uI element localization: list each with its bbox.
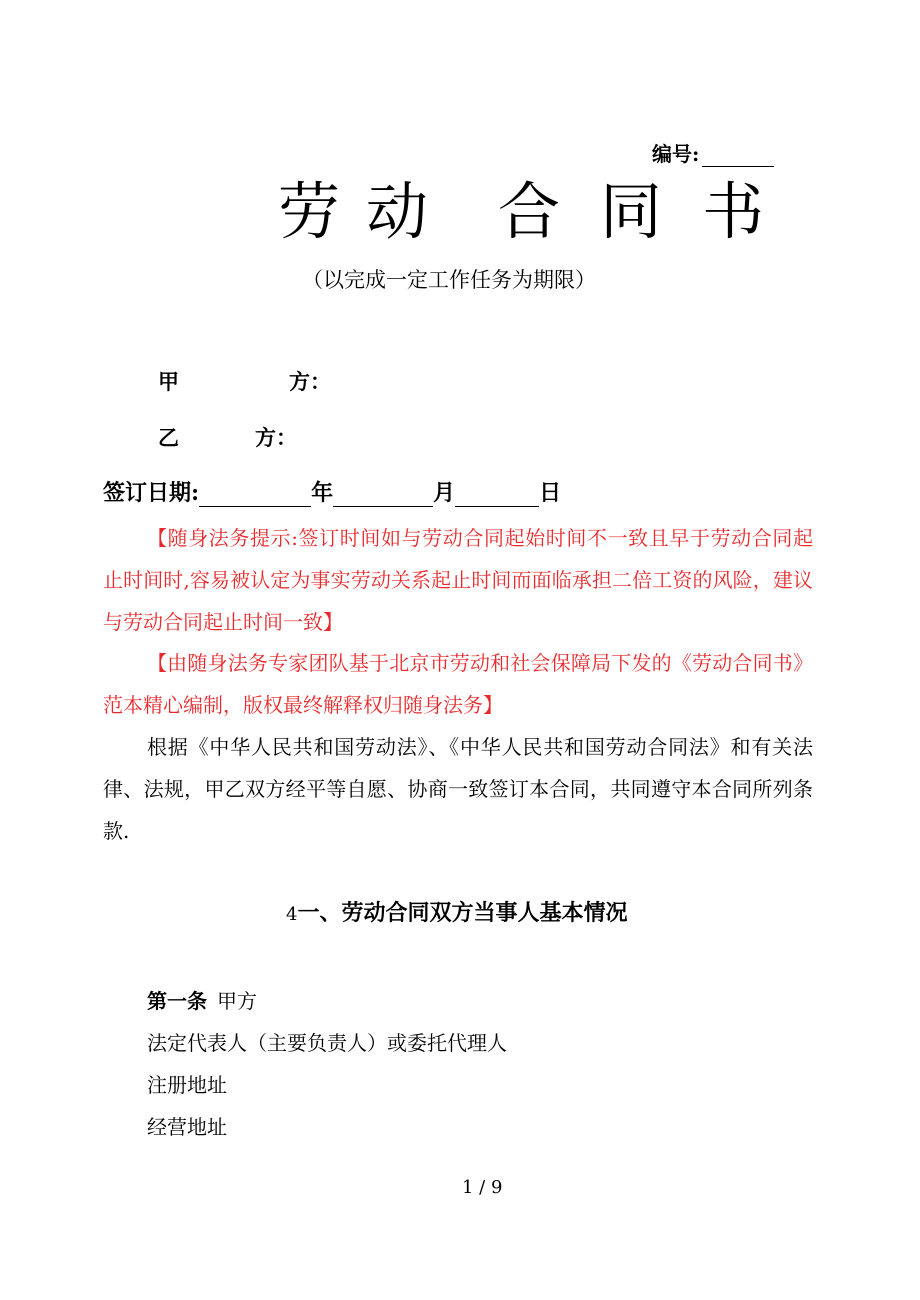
title-char: 合: [498, 175, 561, 248]
intro-paragraph: 根据《中华人民共和国劳动法》、《中华人民共和国劳动合同法》和有关法律、法规，甲乙双方经平等自愿、协商一致签订本合同，共同遵守本合同所列条款.: [103, 735, 813, 843]
year-label: 年: [311, 480, 334, 506]
title-char: 同: [600, 175, 663, 248]
registered-address-line: 注册地址: [147, 1073, 227, 1097]
party-b-char: 乙: [158, 425, 179, 450]
party-a-char: 甲: [158, 369, 179, 394]
contract-subtitle: （以完成一定工作任务为期限）: [302, 268, 596, 292]
section-mark: 4: [286, 904, 298, 925]
year-blank: [199, 484, 311, 507]
month-label: 月: [433, 480, 456, 506]
serial-number-blank: [702, 146, 774, 167]
party-a-line: [158, 366, 331, 396]
article-1: [147, 985, 257, 1014]
day-blank: [455, 484, 539, 507]
sign-date-label: 签订日期:: [103, 480, 200, 506]
serial-number-field: [652, 138, 774, 167]
legal-tip-1: 【随身法务提示:签订时间如与劳动合同起始时间不一致且早于劳动合同起止时间时,容易被认定为事实劳动关系起止时间而面临承担二倍工资的风险，建议与劳动合同起止时间一致】: [103, 526, 813, 634]
title-char: 动: [366, 175, 429, 248]
article-1-text: 甲方: [217, 989, 257, 1013]
serial-number-label: 编号:: [652, 142, 700, 166]
article-1-label: 第一条: [147, 989, 207, 1013]
party-b-line: [158, 422, 297, 452]
legal-representative-line: 法定代表人（主要负责人）或委托代理人: [147, 1031, 507, 1055]
party-b-suffix: 方：: [255, 425, 297, 450]
contract-title: [278, 172, 764, 252]
month-blank: [333, 484, 433, 507]
section-title: 一、劳动合同双方当事人基本情况: [297, 900, 628, 926]
day-label: 日: [539, 480, 562, 506]
party-a-suffix: 方：: [289, 369, 331, 394]
title-char: 书: [702, 175, 765, 248]
title-char: 劳: [278, 175, 341, 248]
page-number: 1 / 9: [462, 1177, 503, 1198]
section-heading: [286, 896, 627, 927]
business-address-line: 经营地址: [147, 1115, 227, 1139]
legal-tip-2: 【由随身法务专家团队基于北京市劳动和社会保障局下发的《劳动合同书》范本精心编制，版权最终解释权归随身法务】: [103, 651, 813, 717]
sign-date-line: [103, 476, 561, 507]
